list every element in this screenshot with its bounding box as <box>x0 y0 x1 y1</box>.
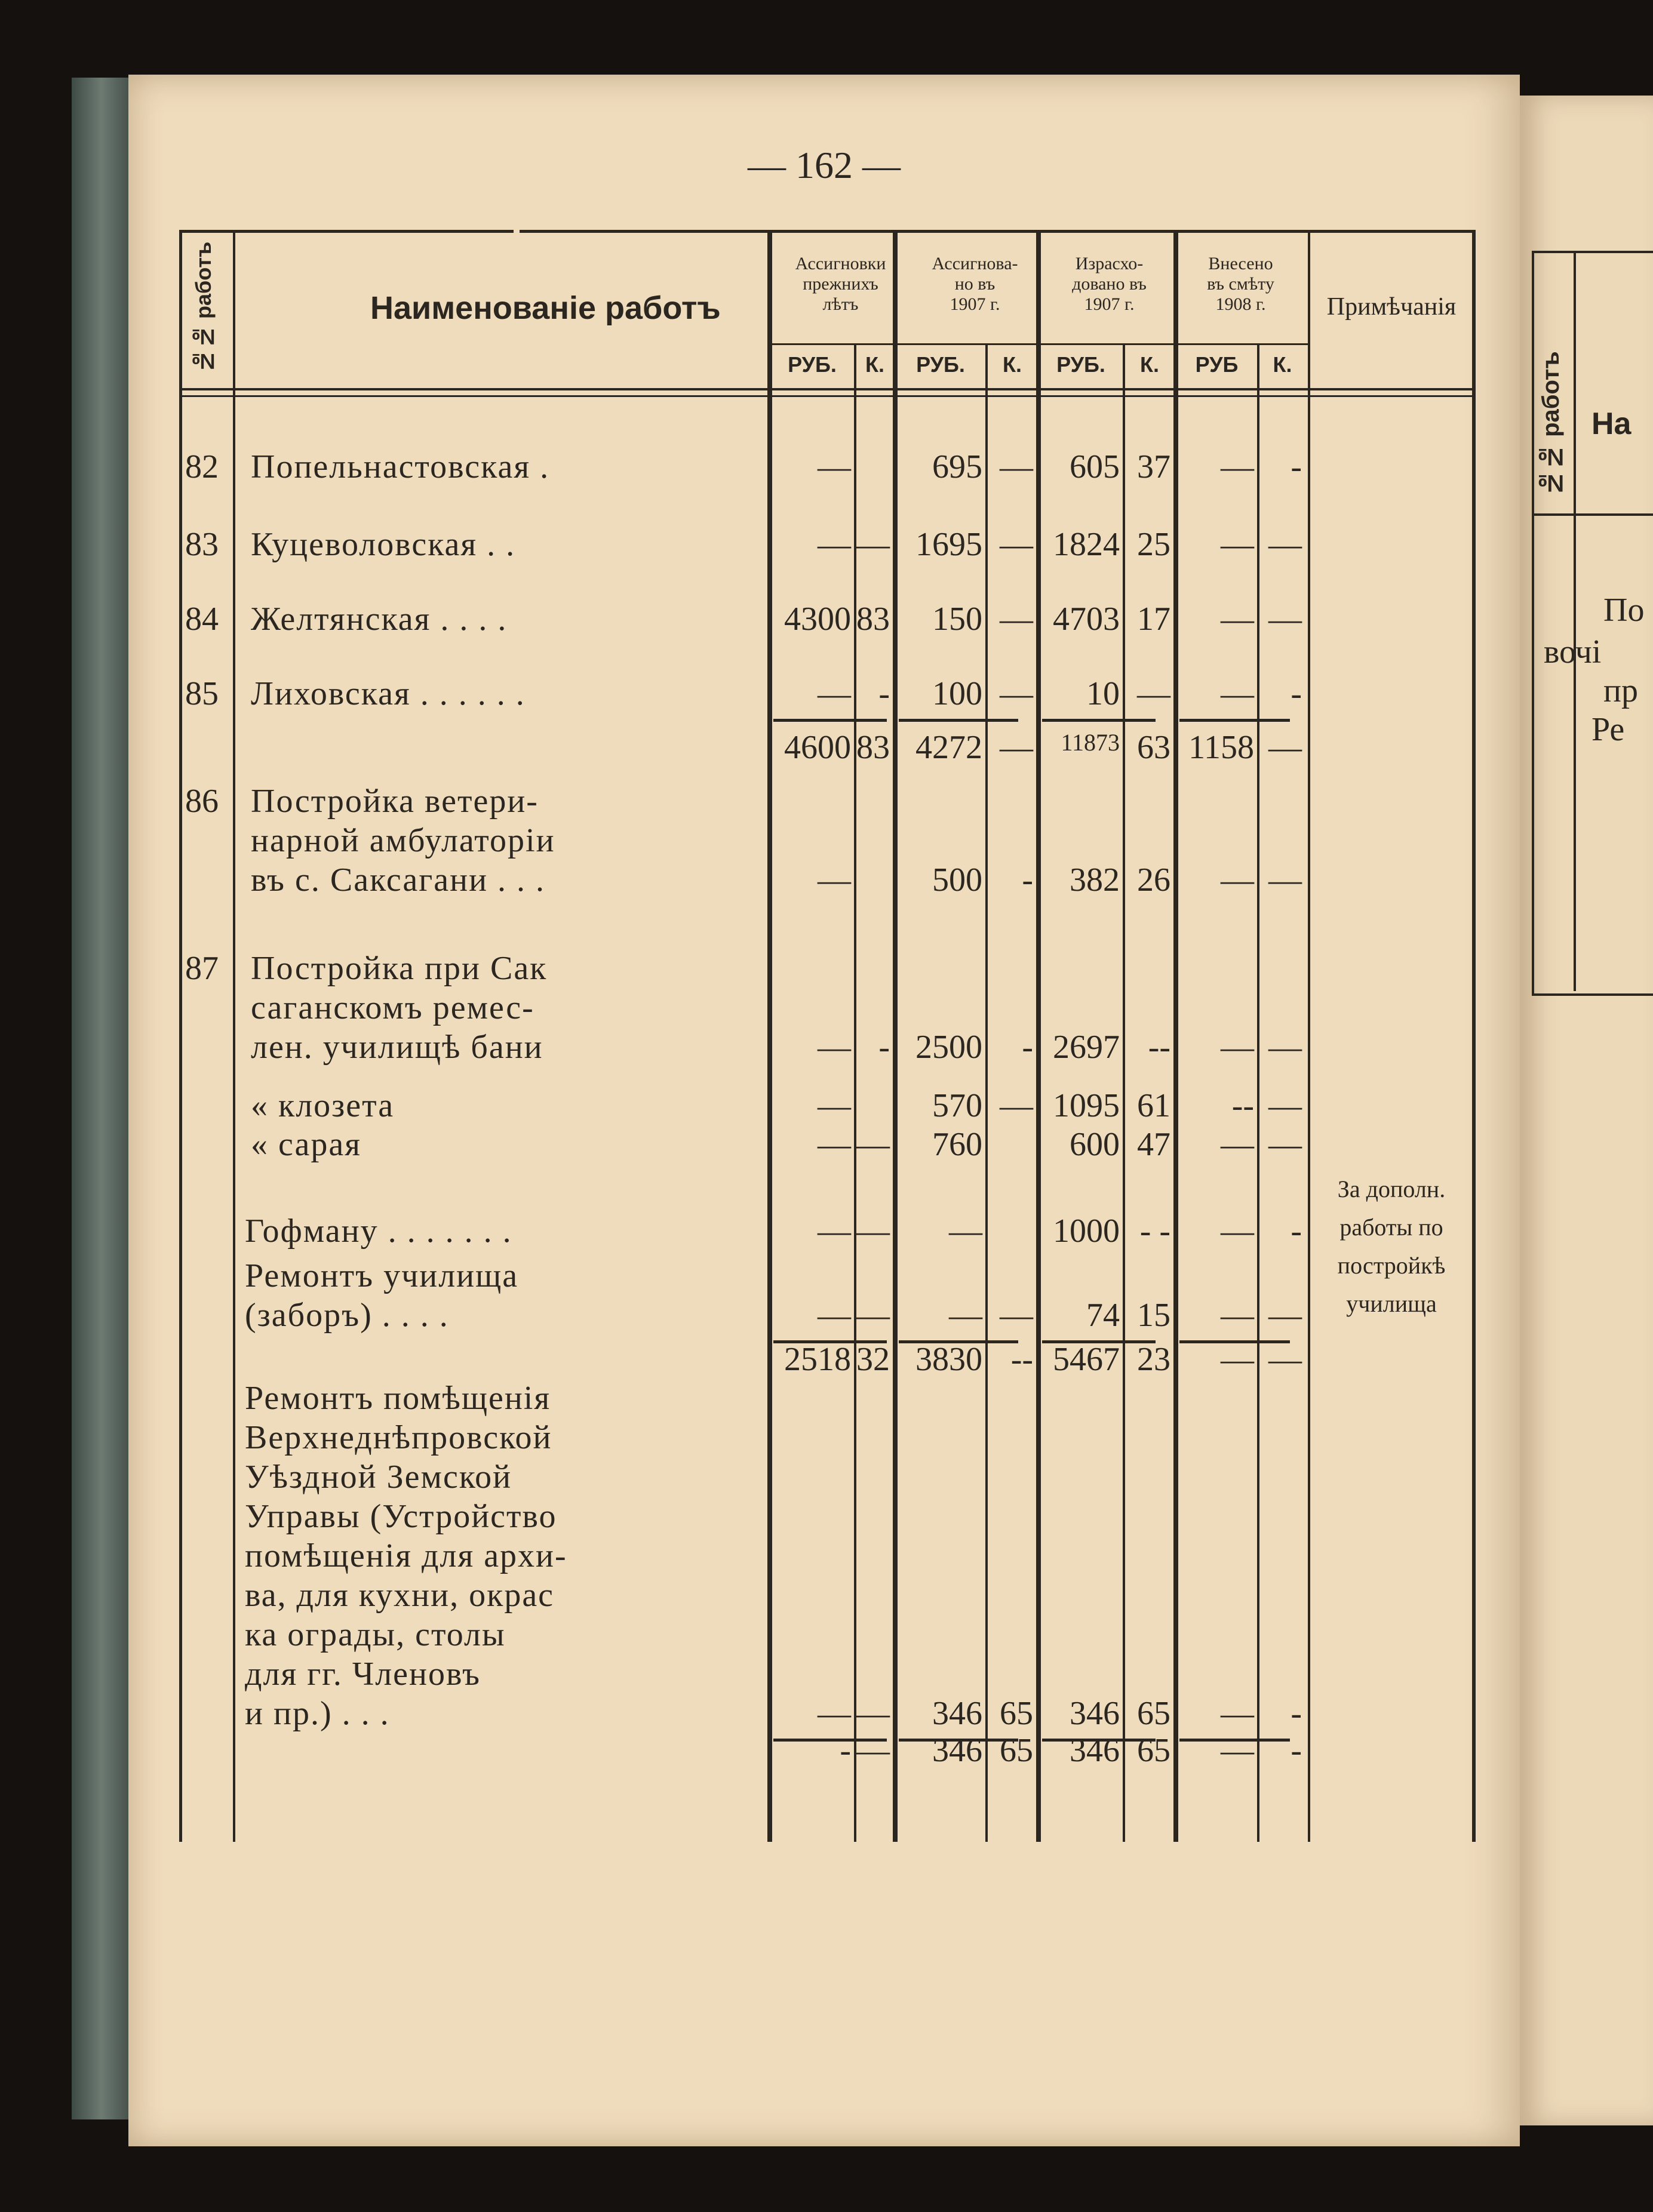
row-value: 695 <box>932 448 982 485</box>
row-value: 25 <box>1137 526 1170 563</box>
row-value: — <box>818 1213 851 1250</box>
row-name-line: для гг. Членовъ <box>245 1656 481 1693</box>
sum-rule <box>773 719 887 722</box>
book-spine <box>72 78 137 2119</box>
header-notes-col: Примѣчанія <box>1326 293 1457 321</box>
row-value: — <box>1000 1087 1033 1124</box>
row-name-line: Управы (Устройство <box>245 1498 557 1535</box>
next-page-text: пр <box>1603 672 1638 709</box>
row-value: — <box>1221 1126 1254 1163</box>
row-value: — <box>1268 526 1302 563</box>
row-value: - <box>1291 1695 1302 1732</box>
row-value: 1695 <box>915 526 982 563</box>
row-value: 65 <box>1000 1695 1033 1732</box>
row-value: — <box>818 675 851 712</box>
row-value: 150 <box>932 601 982 638</box>
row-value: 100 <box>932 675 982 712</box>
row-value: 1000 <box>1053 1213 1120 1250</box>
row-value: 65 <box>1137 1695 1170 1732</box>
row-value: -- <box>1148 1029 1170 1066</box>
header-num-col: №№ работъ <box>191 241 216 374</box>
row-value: 600 <box>1070 1126 1120 1163</box>
next-page-text: вочі <box>1544 633 1602 670</box>
row-value: - <box>1291 448 1302 485</box>
header-prev-years: Ассигновки прежнихъ лѣтъ <box>795 254 886 314</box>
next-page-num-header: №№ работъ <box>1538 351 1564 497</box>
row-name-line: Верхнеднѣпровской <box>245 1419 552 1456</box>
row-value: 2697 <box>1053 1029 1120 1066</box>
row-value: 382 <box>1070 862 1120 899</box>
next-page-text: По <box>1603 592 1645 629</box>
row-value: 346 <box>1070 1732 1120 1769</box>
header-spent-1907: Израсхо- довано въ 1907 г. <box>1072 254 1147 314</box>
row-name-line: « клозета <box>251 1087 395 1124</box>
row-value: — <box>949 1297 982 1334</box>
row-value: 65 <box>1000 1732 1033 1769</box>
header-name-col: Наименованіе работъ <box>370 290 721 326</box>
row-name-line: Ремонтъ помѣщенія <box>245 1380 551 1417</box>
next-page-text: Ре <box>1591 711 1625 748</box>
row-name-line: Постройка при Сак <box>251 950 548 987</box>
header-unit: РУБ. <box>916 352 965 377</box>
row-value: 4300 <box>784 601 851 638</box>
row-value: 346 <box>1070 1695 1120 1732</box>
row-value: 15 <box>1137 1297 1170 1334</box>
row-value: 17 <box>1137 601 1170 638</box>
row-value: 5467 <box>1053 1341 1120 1378</box>
row-value: — <box>856 1126 890 1163</box>
row-value: — <box>856 1732 890 1769</box>
row-name-line: (заборъ) . . . . <box>245 1297 449 1334</box>
row-value: 37 <box>1137 448 1170 485</box>
row-value: 32 <box>856 1341 890 1378</box>
row-value: — <box>818 862 851 899</box>
next-page-column-rule <box>1574 251 1576 991</box>
row-name-line: лен. училищѣ бани <box>251 1029 543 1066</box>
row-value: — <box>1000 729 1033 766</box>
row-value: — <box>1221 601 1254 638</box>
header-unit: К. <box>1003 352 1022 377</box>
row-value: — <box>1000 1297 1033 1334</box>
row-name-line: Желтянская . . . . <box>251 601 508 638</box>
row-value: — <box>856 1213 890 1250</box>
row-value: — <box>1000 675 1033 712</box>
row-name-line: Постройка ветери- <box>251 783 539 820</box>
row-name-line: саганскомъ ремес- <box>251 989 534 1026</box>
row-name-line: Ремонтъ училища <box>245 1257 519 1294</box>
row-value: — <box>1221 862 1254 899</box>
row-value: 1158 <box>1188 729 1254 766</box>
row-value: - <box>1291 1213 1302 1250</box>
row-value: — <box>1221 675 1254 712</box>
row-value: 346 <box>932 1732 982 1769</box>
row-name-line: Попельнастовская . <box>251 448 550 485</box>
row-value: — <box>1268 601 1302 638</box>
row-value: — <box>1268 1341 1302 1378</box>
row-value: 760 <box>932 1126 982 1163</box>
header-unit: К. <box>865 352 884 377</box>
row-value: — <box>1221 1213 1254 1250</box>
row-value: -- <box>1231 1087 1254 1124</box>
row-value: - - <box>1139 1213 1170 1250</box>
sum-rule <box>899 719 1018 722</box>
row-value: 63 <box>1137 729 1170 766</box>
sum-rule <box>1042 719 1156 722</box>
row-value: — <box>1000 601 1033 638</box>
row-value: 23 <box>1137 1341 1170 1378</box>
row-name-line: ва, для кухни, окрас <box>245 1577 555 1614</box>
row-value: 2500 <box>915 1029 982 1066</box>
row-name-line: Лиховская . . . . . . <box>251 675 526 712</box>
row-name-line: помѣщенія для архи- <box>245 1537 567 1574</box>
row-value: — <box>1221 526 1254 563</box>
row-value: 4600 <box>784 729 851 766</box>
row-value: 10 <box>1086 675 1120 712</box>
row-value: — <box>1221 1695 1254 1732</box>
header-unit: К. <box>1273 352 1292 377</box>
row-name-line: Гофману . . . . . . . <box>245 1213 512 1250</box>
header-unit: РУБ <box>1195 352 1239 377</box>
row-value: - <box>1291 1732 1302 1769</box>
row-value: - <box>878 675 890 712</box>
header-bottom-rule <box>179 388 1475 390</box>
row-value: 47 <box>1137 1126 1170 1163</box>
row-value: — <box>818 1695 851 1732</box>
row-value: 11873 <box>1061 729 1120 756</box>
row-value: - <box>1022 862 1033 899</box>
row-value: 2518 <box>784 1341 851 1378</box>
header-unit: РУБ. <box>1056 352 1105 377</box>
row-value: 83 <box>856 729 890 766</box>
row-value: — <box>818 1297 851 1334</box>
page-number: — 162 — <box>748 144 901 186</box>
top-rule <box>520 230 1475 233</box>
row-name-line: « сарая <box>251 1126 362 1163</box>
row-number: 84 <box>185 601 219 638</box>
row-value: — <box>1137 675 1170 712</box>
row-value: 346 <box>932 1695 982 1732</box>
row-number: 83 <box>185 526 219 563</box>
row-value: - <box>878 1029 890 1066</box>
row-value: — <box>1221 1732 1254 1769</box>
row-value: 74 <box>1086 1297 1120 1334</box>
row-value: — <box>856 526 890 563</box>
row-value: — <box>818 1126 851 1163</box>
row-value: 605 <box>1070 448 1120 485</box>
row-note: За дополн. работы по постройкѣ училища <box>1337 1176 1446 1317</box>
row-name-line: и пр.) . . . <box>245 1695 390 1732</box>
row-value: — <box>1268 1087 1302 1124</box>
row-value: — <box>1000 448 1033 485</box>
column-rule <box>233 230 235 1842</box>
row-value: 4272 <box>915 729 982 766</box>
row-value: — <box>1221 448 1254 485</box>
row-name-line: ка ограды, столы <box>245 1616 506 1653</box>
row-name-line: Куцеволовская . . <box>251 526 516 563</box>
header-unit: К. <box>1140 352 1159 377</box>
column-rule <box>854 343 856 1842</box>
row-value: — <box>1221 1297 1254 1334</box>
row-value: 1095 <box>1053 1087 1120 1124</box>
row-number: 85 <box>185 675 219 712</box>
header-bottom-rule <box>179 395 1475 397</box>
next-page-name-header: На <box>1591 407 1632 441</box>
row-value: — <box>1268 1297 1302 1334</box>
header-assigned-1907: Ассигнова- но въ 1907 г. <box>932 254 1018 314</box>
row-number: 82 <box>185 448 219 485</box>
row-value: - <box>1022 1029 1033 1066</box>
top-rule <box>179 230 514 233</box>
header-unit: РУБ. <box>788 352 837 377</box>
row-value: — <box>818 448 851 485</box>
row-value: 1824 <box>1053 526 1120 563</box>
row-value: — <box>1221 1029 1254 1066</box>
works-table <box>179 155 1475 1833</box>
row-value: 3830 <box>915 1341 982 1378</box>
row-value: 4703 <box>1053 601 1120 638</box>
row-name-line: Уѣздной Земской <box>245 1459 512 1496</box>
right-border <box>1472 230 1476 1842</box>
row-value: 65 <box>1137 1732 1170 1769</box>
next-page-edge <box>1520 96 1653 2125</box>
row-value: — <box>818 526 851 563</box>
row-value: — <box>1268 1029 1302 1066</box>
row-value: 26 <box>1137 862 1170 899</box>
row-value: — <box>856 1297 890 1334</box>
column-rule <box>1308 230 1310 1842</box>
row-value: 500 <box>932 862 982 899</box>
header-estimate-1908: Внесено въ смѣту 1908 г. <box>1207 254 1274 314</box>
row-value: - <box>1291 675 1302 712</box>
row-value: — <box>856 1695 890 1732</box>
left-border <box>179 230 182 1842</box>
row-value: — <box>1000 526 1033 563</box>
row-number: 87 <box>185 950 219 987</box>
row-value: 570 <box>932 1087 982 1124</box>
row-value: — <box>1268 862 1302 899</box>
row-value: -- <box>1010 1341 1033 1378</box>
row-name-line: нарной амбулаторіи <box>251 822 555 859</box>
row-value: — <box>949 1213 982 1250</box>
row-value: — <box>1221 1341 1254 1378</box>
row-value: — <box>1268 729 1302 766</box>
row-value: - <box>840 1732 851 1769</box>
row-value: 61 <box>1137 1087 1170 1124</box>
row-value: — <box>1268 1126 1302 1163</box>
sum-rule <box>1179 719 1290 722</box>
row-name-line: въ с. Саксагани . . . <box>251 862 546 899</box>
row-value: — <box>818 1087 851 1124</box>
row-value: 83 <box>856 601 890 638</box>
row-number: 86 <box>185 783 219 820</box>
row-value: — <box>818 1029 851 1066</box>
